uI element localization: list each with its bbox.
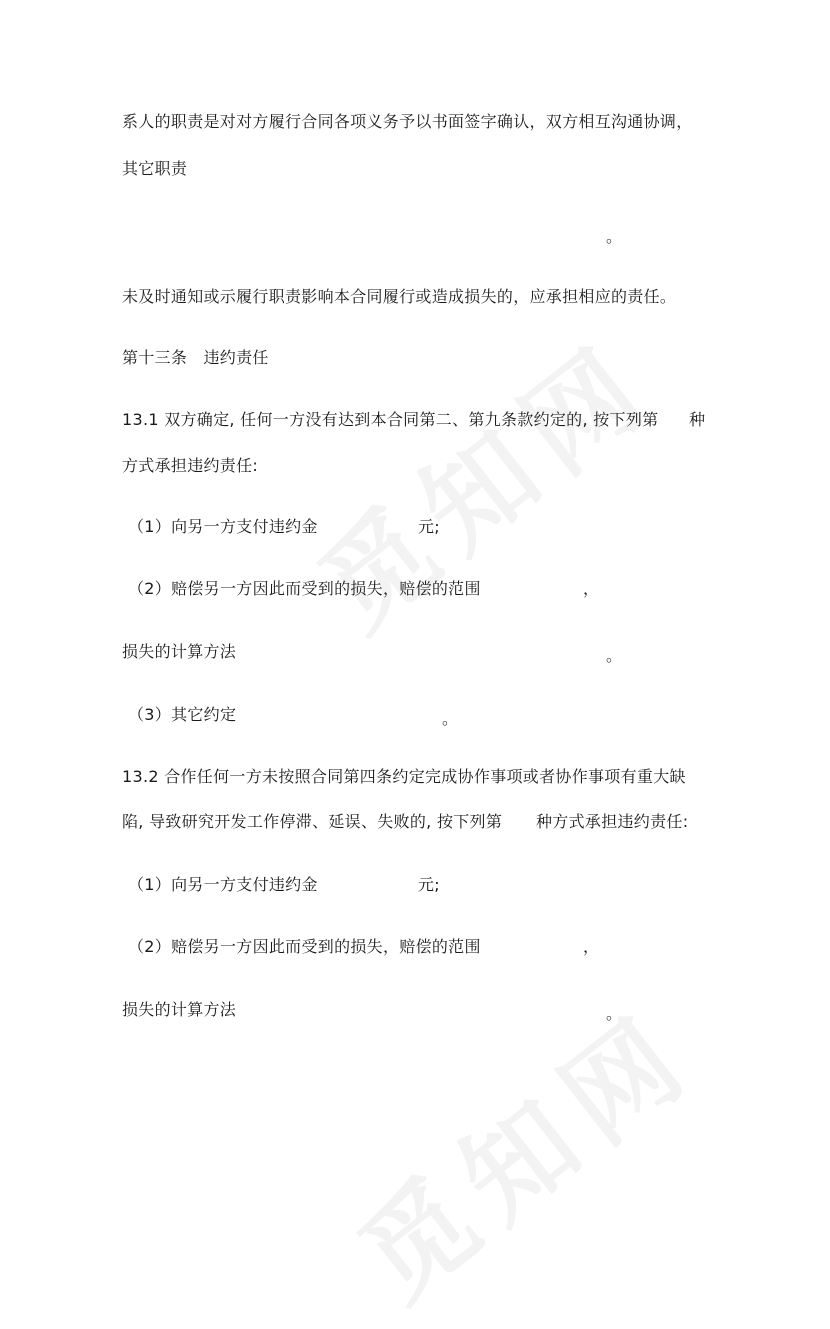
list-item: （2）赔偿另一方因此而受到的损失，赔偿的范围 <box>128 937 481 956</box>
list-item: （2）赔偿另一方因此而受到的损失，赔偿的范围 <box>128 579 481 598</box>
text-fragment: 种 <box>689 410 706 429</box>
list-item: （3）其它约定 <box>128 705 237 724</box>
text-line: 损失的计算方法 <box>122 1000 237 1019</box>
text-fragment: 元; <box>418 517 440 536</box>
text-line: 方式承担违约责任: <box>122 456 259 475</box>
text-fragment: ， <box>583 579 600 598</box>
text-line: 损失的计算方法 <box>122 642 237 661</box>
period-mark: 。 <box>606 1004 623 1023</box>
text-fragment: ， <box>583 937 600 956</box>
section-heading: 第十三条 违约责任 <box>122 348 269 367</box>
text-line: 未及时通知或示履行职责影响本合同履行或造成损失的，应承担相应的责任。 <box>122 287 677 306</box>
text-fragment: 元; <box>418 875 440 894</box>
period-mark: 。 <box>442 709 459 728</box>
text-line: 13.2 合作任何一方未按照合同第四条约定完成协作事项或者协作事项有重大缺 <box>122 767 686 786</box>
text-line: 系人的职责是对对方履行合同各项义务予以书面签字确认，双方相互沟通协调， <box>122 112 693 131</box>
watermark-bottom <box>322 969 722 1329</box>
text-fragment: 种方式承担违约责任: <box>536 812 689 831</box>
text-line: 陷, 导致研究开发工作停滞、延误、失败的, 按下列第 <box>122 812 503 831</box>
watermark <box>282 299 682 660</box>
list-item: （1）向另一方支付违约金 <box>128 875 318 894</box>
period-mark: 。 <box>606 646 623 665</box>
text-line: 其它职责 <box>122 159 188 178</box>
list-item: （1）向另一方支付违约金 <box>128 517 318 536</box>
text-line: 13.1 双方确定, 任何一方没有达到本合同第二、第九条款约定的, 按下列第 <box>122 410 659 429</box>
period-mark: 。 <box>606 227 623 246</box>
